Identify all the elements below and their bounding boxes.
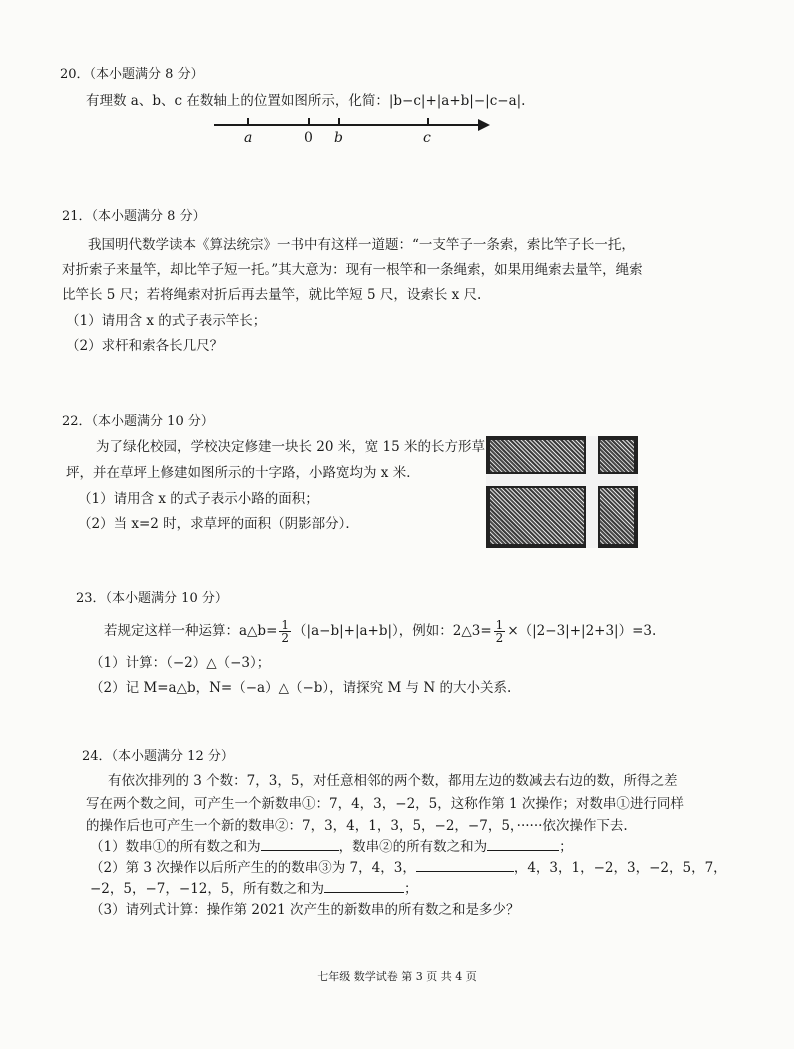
tick-c	[427, 118, 429, 126]
q22-line-2: 坪，并在草坪上修建如图所示的十字路，小路宽均为 x 米．	[66, 465, 420, 481]
q24-p1-text-c: ；	[559, 839, 573, 855]
fraction-denominator: 2	[281, 631, 290, 645]
q24-p2-text-a: （2）第 3 次操作以后所产生的的数串③为 7，4，3，	[90, 860, 416, 876]
q21-line-3: 比竿长 5 尺；若将绳索对折后再去量竿，就比竿短 5 尺，设索长 x 尺.	[62, 287, 482, 303]
q24-line-2: 写在两个数之间，可产生一个新数串①：7，4，3，−2，5，这称作第 1 次操作；对数串①进行同样	[86, 796, 684, 812]
q24-line-1: 有依次排列的 3 个数：7，3，5，对任意相邻的两个数，都用左边的数减去右边的数，所得之差	[108, 773, 678, 789]
q24-part-3: （3）请列式计算：操作第 2021 次产生的新数串的所有数之和是多少？	[90, 902, 520, 918]
q23-header: 23．（本小题满分 10 分）	[76, 591, 228, 606]
answer-blank-2[interactable]	[487, 838, 559, 851]
q22-part-1: （1）请用含 x 的式子表示小路的面积；	[78, 491, 319, 507]
fraction-denominator: 2	[495, 631, 504, 645]
q24-p2-line2-end: ；	[403, 881, 418, 897]
q23-def-suffix: ×（|2−3|+|2+3|）=3.	[507, 623, 657, 639]
answer-blank-1[interactable]	[261, 838, 339, 851]
q22-line-1: 为了绿化校园，学校决定修建一块长 20 米，宽 15 米的长方形草	[96, 439, 486, 455]
q23-def-mid: （|a−b|+|a+b|），例如：2△3=	[293, 623, 492, 639]
q24-part-1	[90, 838, 573, 856]
vertical-path	[586, 436, 598, 548]
q22-header: 22．（本小题满分 10 分）	[62, 414, 214, 429]
q23-definition	[104, 616, 656, 646]
answer-blank-3[interactable]	[416, 859, 514, 872]
arrow-icon	[478, 119, 490, 131]
fraction-numerator: 1	[495, 618, 504, 632]
q24-p2-line2-text: −2，5，−7，−12，5，所有数之和为	[90, 881, 324, 897]
q21-header: 21．（本小题满分 8 分）	[62, 209, 206, 224]
lawn-bottom-left	[490, 488, 584, 544]
q22-part-2: （2）当 x=2 时，求草坪的面积（阴影部分）．	[78, 516, 359, 532]
lawn-top-left	[490, 440, 584, 472]
label-0: 0	[304, 130, 313, 146]
q21-part-1: （1）请用含 x 的式子表示竿长；	[66, 313, 267, 329]
label-a: a	[244, 130, 253, 146]
q24-header: 24．（本小题满分 12 分）	[82, 749, 234, 764]
fraction-half	[279, 619, 291, 644]
q23-def-prefix: 若规定这样一种运算：a△b=	[104, 623, 278, 639]
q24-p1-text-a: （1）数串①的所有数之和为	[90, 839, 261, 855]
q20-text: 有理数 a、b、c 在数轴上的位置如图所示，化简：|b−c|+|a+b|−|c−a|.	[86, 93, 526, 109]
q21-part-2: （2）求杆和索各长几尺？	[66, 338, 224, 354]
q23-part-1: （1）计算：（−2）△（−3）；	[90, 655, 271, 671]
page-footer: 七年级 数学试卷 第 3 页 共 4 页	[317, 970, 477, 983]
q24-p1-text-b: ，数串②的所有数之和为	[338, 839, 488, 855]
answer-blank-4[interactable]	[324, 880, 404, 893]
lawn-top-right	[600, 440, 634, 472]
number-line-axis	[214, 124, 482, 126]
number-line	[214, 112, 494, 152]
fraction-half-example	[494, 619, 506, 644]
fraction-numerator: 1	[281, 618, 290, 632]
q24-line-3: 的操作后也可产生一个新的数串②：7，3，4，1，3，5，−2，−7，5，······依次操作下去.	[86, 818, 628, 834]
label-c: c	[423, 130, 431, 146]
q21-line-1: 我国明代数学读本《算法统宗》一书中有这样一道题：“一支竿子一条索，索比竿子长一托，	[88, 237, 635, 253]
tick-b	[338, 118, 340, 126]
q24-p2-text-b: ，4，3，1，−2，3，−2，5，7，	[513, 860, 727, 876]
q24-part-2	[90, 859, 727, 877]
tick-0	[308, 118, 310, 126]
lawn-bottom-right	[600, 488, 634, 544]
horizontal-path	[486, 474, 638, 486]
q24-part-2-cont	[90, 880, 417, 898]
tick-a	[247, 118, 249, 126]
q23-part-2: （2）记 M=a△b，N=（−a）△（−b），请探究 M 与 N 的大小关系.	[90, 680, 512, 696]
q21-line-2: 对折索子来量竿，却比竿子短一托。”其大意为：现有一根竿和一条绳索，如果用绳索去量竿，绳索	[62, 262, 643, 278]
q20-header: 20．（本小题满分 8 分）	[60, 67, 204, 82]
label-b: b	[334, 130, 343, 146]
lawn-diagram	[486, 436, 638, 548]
